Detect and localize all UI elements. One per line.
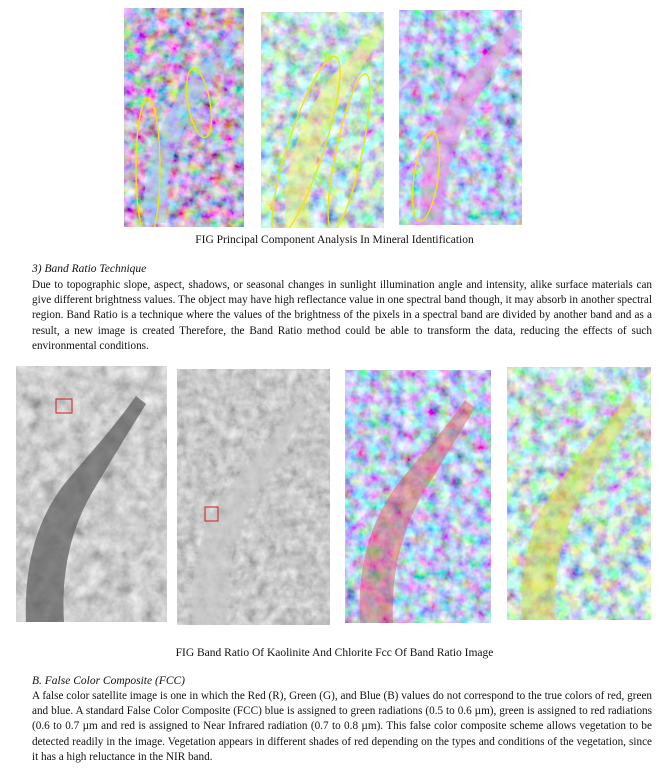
pca-image-2: [261, 12, 384, 228]
band-ratio-gray-image-2: [177, 369, 330, 625]
pca-image-1: [124, 8, 244, 227]
figure1-caption: FIG Principal Component Analysis In Mineral Identification: [195, 234, 474, 246]
figure2-caption: FIG Band Ratio Of Kaolinite And Chlorite Fcc Of Band Ratio Image: [175, 647, 494, 659]
pca-image-3: [399, 10, 522, 225]
fcc-paragraph: A false color satellite image is one in which the Red (R), Green (G), and Blue (B) values do not correspond to the true colors of red, green and blue. A standard False Color Composite (FCC) blue is assigned to green radiations (0.5 to 0.6 µm), green is assigned to red radiations (0.6 to 0.7 µm and red is assigned to Near Infrared radiation (0.7 to 0.8 µm). This false color composite scheme allows vegetation to be detected readily in the image. Vegetation appears in different shades of red depending on the types and conditions of the vegetation, since it has a high reluctance in the NIR band.: [32, 690, 652, 763]
fcc-band-ratio-image-2: [507, 367, 651, 620]
section-heading-fcc: B. False Color Composite (FCC): [32, 675, 186, 687]
fcc-band-ratio-image-1: [345, 370, 491, 623]
band-ratio-gray-image-1: [16, 366, 167, 622]
section-heading-band-ratio: 3) Band Ratio Technique: [32, 263, 147, 275]
band-ratio-paragraph: Due to topographic slope, aspect, shadows, or seasonal changes in sunlight illumination angle and intensity, alike surface materials can give different brightness values. The object may have high reflectance value in one spectral band though, it may absorb in another spectral region. Band Ratio is a technique where the values of the brightness of the pixels in a spectral band are divided by another band and as a result, a new image is created Therefore, the Band Ratio method could be able to transform the data, reducing the effects of such environmental conditions.: [32, 279, 652, 352]
